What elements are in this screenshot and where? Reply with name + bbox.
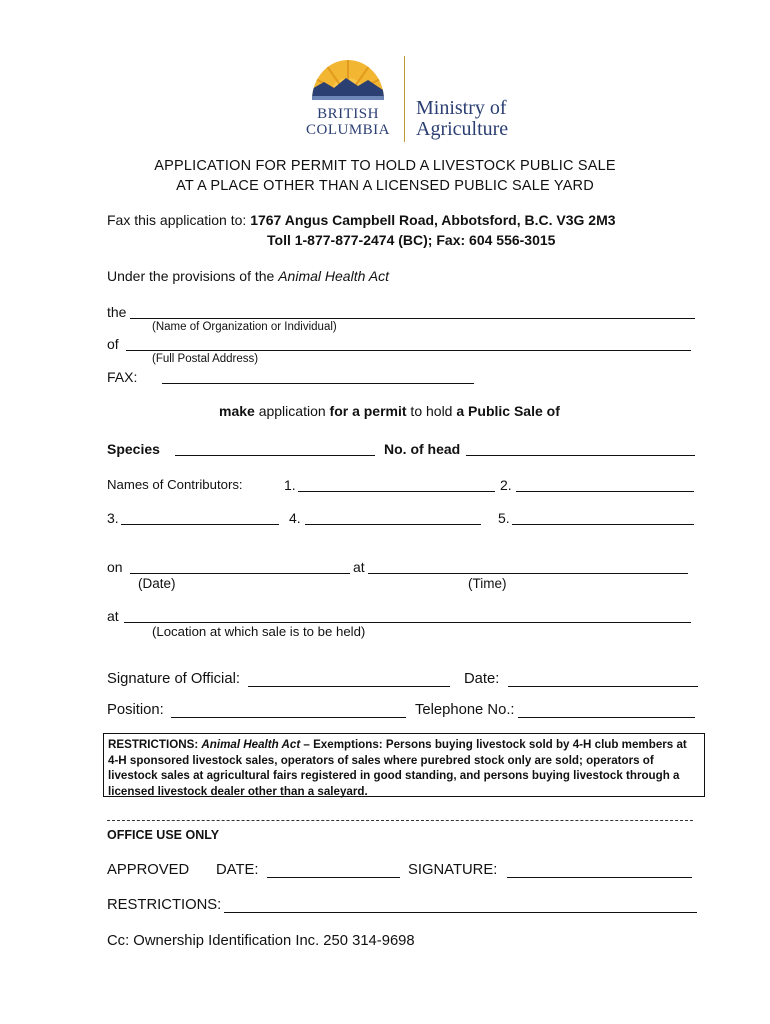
organization-field[interactable]	[130, 318, 695, 319]
contributor-2-field[interactable]	[516, 491, 694, 492]
contributor-4-field[interactable]	[305, 524, 481, 525]
location-hint: (Location at which sale is to be held)	[152, 624, 366, 639]
provisions-act: Animal Health Act	[278, 268, 389, 284]
species-label: Species	[107, 441, 160, 457]
logo-agriculture: Agriculture	[416, 118, 509, 140]
date-hint: (Date)	[138, 576, 176, 591]
fax-field[interactable]	[162, 383, 474, 384]
logo-divider	[404, 56, 405, 142]
telephone-field[interactable]	[518, 717, 695, 718]
position-field[interactable]	[171, 717, 406, 718]
form-title-line2: AT A PLACE OTHER THAN A LICENSED PUBLIC SALE YARD	[176, 178, 594, 194]
restrictions-notice	[103, 733, 705, 797]
the-label: the	[107, 304, 127, 320]
on-label: on	[107, 559, 123, 575]
logo-british: BRITISH	[317, 106, 379, 122]
logo-ministry-of: Ministry of	[416, 97, 507, 119]
logo-columbia: COLUMBIA	[305, 122, 390, 138]
app-permit: for a permit	[329, 403, 407, 419]
app-to-hold: to hold	[406, 403, 457, 419]
official-date-field[interactable]	[508, 686, 698, 687]
contributor-2-label: 2.	[500, 477, 512, 493]
contributor-5-label: 5.	[498, 510, 510, 526]
fax-prefix: Fax this application to:	[107, 212, 251, 228]
bc-ministry-logo	[298, 52, 518, 142]
contributor-3-label: 3.	[107, 510, 119, 526]
fax-instruction	[107, 212, 616, 228]
application-statement	[219, 403, 560, 419]
office-restrictions-field[interactable]	[224, 912, 697, 913]
signature-official-label: Signature of Official:	[107, 671, 240, 687]
app-application: application	[254, 403, 330, 419]
contributor-4-label: 4.	[289, 510, 301, 526]
organization-hint: (Name of Organization or Individual)	[152, 321, 337, 333]
of-label: of	[107, 336, 119, 352]
head-count-field[interactable]	[466, 455, 695, 456]
fax-label: FAX:	[107, 369, 138, 385]
office-date-label: DATE:	[216, 862, 259, 878]
office-signature-field[interactable]	[507, 877, 692, 878]
office-signature-label: SIGNATURE:	[408, 862, 498, 878]
location-field[interactable]	[124, 622, 691, 623]
at-time-label: at	[353, 559, 365, 575]
contributor-3-field[interactable]	[121, 524, 279, 525]
office-restrictions-label: RESTRICTIONS:	[107, 897, 222, 913]
restrictions-notice-text: – Exemptions: Persons buying livestock sold by 4-H club members at 4-H sponsored livestock sales, operators of sales where purebred stock only are sold; operators of livestock sales at agricultural fairs registered in good standing, and persons buying livestock through a licensed livestock dealer other than a saleyard.	[108, 738, 687, 798]
fax-address: 1767 Angus Campbell Road, Abbotsford, B.C. V3G 2M3	[250, 212, 616, 228]
contributor-1-field[interactable]	[298, 491, 495, 492]
cc-line: Cc: Ownership Identification Inc. 250 314-9698	[107, 933, 415, 949]
app-make: make	[219, 403, 255, 419]
postal-address-hint: (Full Postal Address)	[152, 353, 259, 365]
postal-address-field[interactable]	[126, 350, 691, 351]
approved-label: APPROVED	[107, 862, 190, 878]
restrictions-notice-act: Animal Health Act	[201, 738, 301, 751]
provisions-prefix: Under the provisions of the	[107, 268, 279, 284]
bc-sun-mountain-icon	[310, 52, 386, 102]
at-location-label: at	[107, 608, 119, 624]
date-field[interactable]	[130, 573, 350, 574]
restrictions-notice-label: RESTRICTIONS:	[108, 738, 202, 751]
time-field[interactable]	[368, 573, 688, 574]
contributor-5-field[interactable]	[512, 524, 694, 525]
official-date-label: Date:	[464, 671, 500, 687]
toll-fax-line: Toll 1-877-877-2474 (BC); Fax: 604 556-3015	[267, 232, 556, 248]
contributors-label: Names of Contributors:	[107, 477, 243, 492]
time-hint: (Time)	[468, 576, 507, 591]
position-label: Position:	[107, 702, 164, 718]
telephone-label: Telephone No.:	[415, 702, 515, 718]
form-title-line1: APPLICATION FOR PERMIT TO HOLD A LIVESTOCK PUBLIC SALE	[154, 158, 616, 174]
app-public-sale: a Public Sale of	[456, 403, 560, 419]
head-count-label: No. of head	[384, 441, 461, 457]
office-use-heading: OFFICE USE ONLY	[107, 828, 220, 842]
office-divider	[107, 820, 693, 821]
contributor-1-label: 1.	[284, 477, 296, 493]
office-date-field[interactable]	[267, 877, 400, 878]
provisions-line	[107, 268, 389, 284]
signature-official-field[interactable]	[248, 686, 450, 687]
species-field[interactable]	[175, 455, 375, 456]
